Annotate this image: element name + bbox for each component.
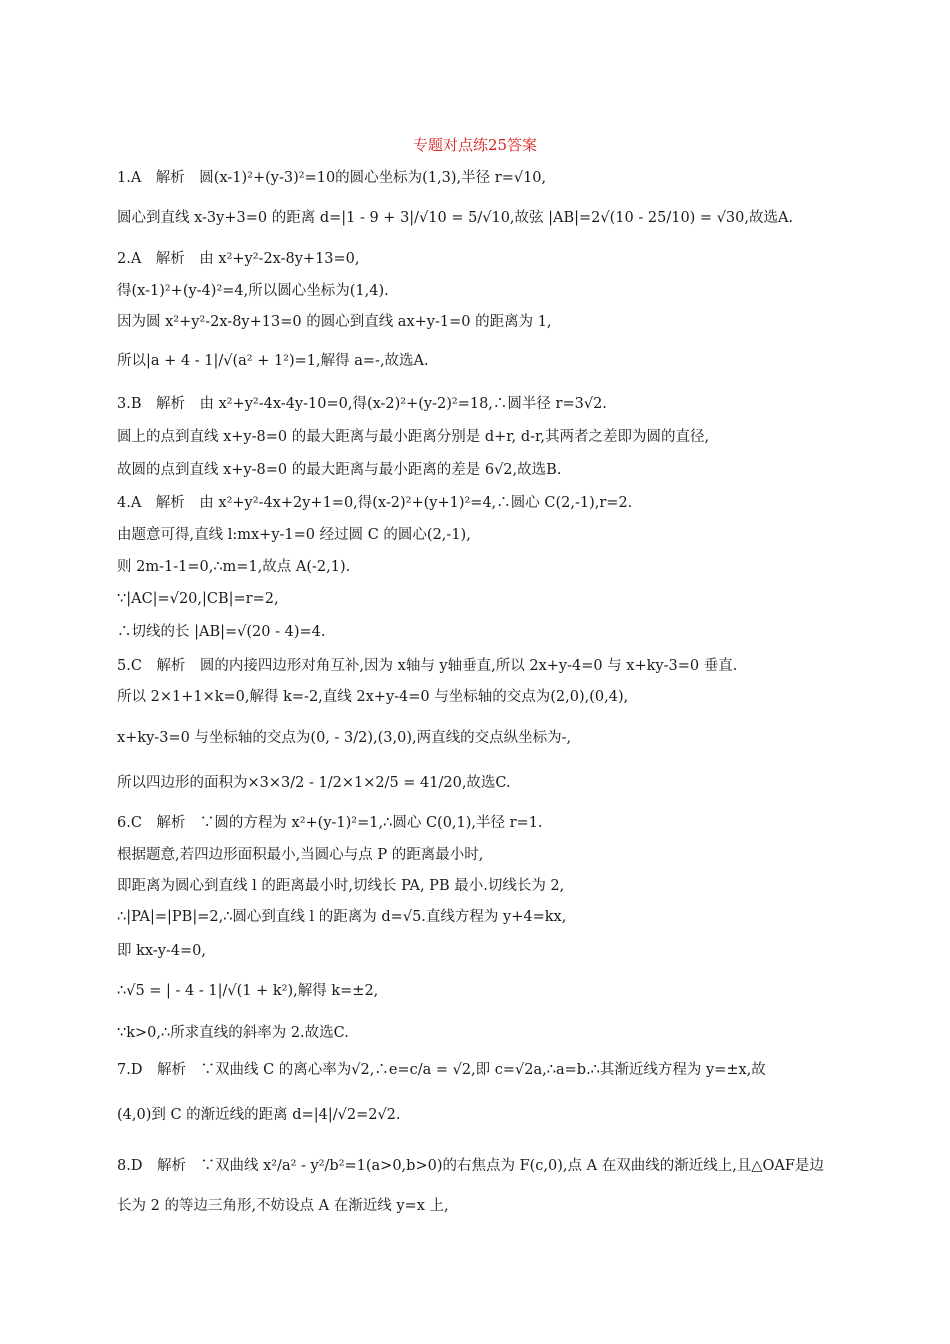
solution-line-1: 1.A 解析 圆(x-1)²+(y-3)²=10的圆心坐标为(1,3),半径 r=√10, — [117, 170, 547, 186]
solution-line-12: 则 2m-1-1=0,∴m=1,故点 A(-2,1). — [117, 559, 351, 575]
solution-line-18: 所以四边形的面积为×3×3/2 - 1/2×1×2/5 = 41/20,故选C. — [117, 775, 511, 791]
solution-line-28: 8.D 解析 ∵双曲线 x²/a² - y²/b²=1(a>0,b>0)的右焦点为 F(c,0),点 A 在双曲线的渐近线上,且△OAF是边 — [117, 1158, 824, 1174]
solution-line-4: 得(x-1)²+(y-4)²=4,所以圆心坐标为(1,4). — [117, 283, 389, 299]
solution-line-5: 因为圆 x²+y²-2x-8y+13=0 的圆心到直线 ax+y-1=0 的距离为 1, — [117, 314, 552, 330]
document-title: 专题对点练25答案 — [412, 136, 538, 154]
solution-line-27: (4,0)到 C 的渐近线的距离 d=|4|/√2=2√2. — [117, 1107, 401, 1123]
solution-line-20: 根据题意,若四边形面积最小,当圆心与点 P 的距离最小时, — [117, 847, 484, 863]
solution-line-23: 即 kx-y-4=0, — [117, 943, 207, 959]
solution-line-16: 所以 2×1+1×k=0,解得 k=-2,直线 2x+y-4=0 与坐标轴的交点为(2,0),(0,4), — [117, 689, 629, 705]
solution-line-14: ∴切线的长 |AB|=√(20 - 4)=4. — [117, 624, 326, 640]
solution-line-24: ∴√5 = | - 4 - 1|/√(1 + k²),解得 k=±2, — [117, 983, 379, 999]
solution-line-15: 5.C 解析 圆的内接四边形对角互补,因为 x轴与 y轴垂直,所以 2x+y-4=0 与 x+ky-3=0 垂直. — [117, 658, 738, 674]
solution-line-6: 所以|a + 4 - 1|/√(a² + 1²)=1,解得 a=-,故选A. — [117, 353, 429, 369]
solution-line-9: 故圆的点到直线 x+y-8=0 的最大距离与最小距离的差是 6√2,故选B. — [117, 462, 562, 478]
solution-line-11: 由题意可得,直线 l:mx+y-1=0 经过圆 C 的圆心(2,-1), — [117, 527, 471, 543]
solution-line-26: 7.D 解析 ∵双曲线 C 的离心率为√2,∴e=c/a = √2,即 c=√2a,∴a=b.∴其渐近线方程为 y=±x,故 — [117, 1062, 766, 1078]
solution-line-29: 长为 2 的等边三角形,不妨设点 A 在渐近线 y=x 上, — [117, 1198, 449, 1214]
solution-line-19: 6.C 解析 ∵圆的方程为 x²+(y-1)²=1,∴圆心 C(0,1),半径 r=1. — [117, 815, 543, 831]
solution-line-13: ∵|AC|=√20,|CB|=r=2, — [117, 591, 279, 607]
solution-line-10: 4.A 解析 由 x²+y²-4x+2y+1=0,得(x-2)²+(y+1)²=4,∴圆心 C(2,-1),r=2. — [117, 495, 633, 511]
solution-line-22: ∴|PA|=|PB|=2,∴圆心到直线 l 的距离为 d=√5.直线方程为 y+4=kx, — [117, 909, 567, 925]
solution-line-21: 即距离为圆心到直线 l 的距离最小时,切线长 PA, PB 最小.切线长为 2, — [117, 878, 565, 894]
solution-line-25: ∵k>0,∴所求直线的斜率为 2.故选C. — [117, 1025, 349, 1041]
solution-line-2: 圆心到直线 x-3y+3=0 的距离 d=|1 - 9 + 3|/√10 = 5/√10,故弦 |AB|=2√(10 - 25/10) = √30,故选A. — [117, 210, 794, 226]
solution-line-8: 圆上的点到直线 x+y-8=0 的最大距离与最小距离分别是 d+r, d-r,其两者之差即为圆的直径, — [117, 429, 710, 445]
solution-line-17: x+ky-3=0 与坐标轴的交点为(0, - 3/2),(3,0),两直线的交点纵坐标为-, — [117, 730, 572, 746]
solution-line-7: 3.B 解析 由 x²+y²-4x-4y-10=0,得(x-2)²+(y-2)²=18,∴圆半径 r=3√2. — [117, 396, 607, 412]
solution-line-3: 2.A 解析 由 x²+y²-2x-8y+13=0, — [117, 251, 360, 267]
